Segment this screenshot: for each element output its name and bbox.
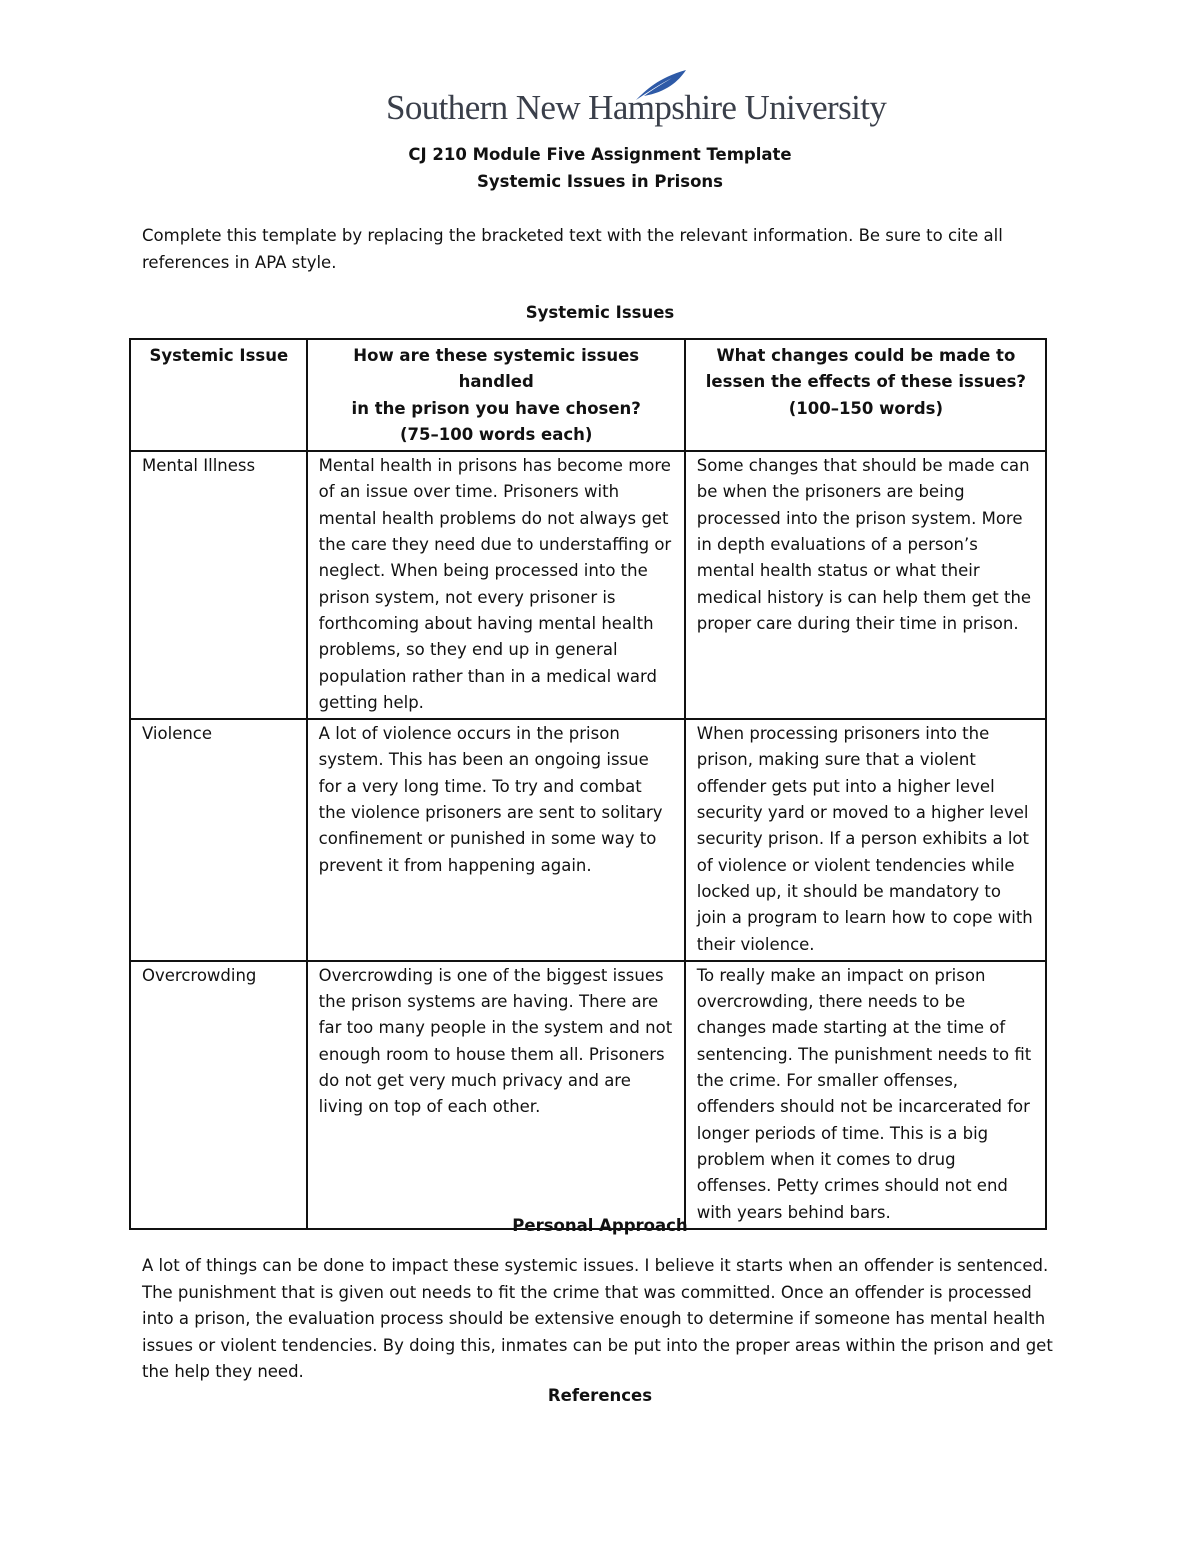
instructions-paragraph: Complete this template by replacing the bracketed text with the relevant information. Be sure to cite all references in APA style. — [142, 226, 1003, 272]
column-header-changes: What changes could be made to lessen the effects of these issues? (100–150 words) — [685, 339, 1046, 451]
personal-approach-heading: Personal Approach — [512, 1216, 688, 1235]
references-heading: References — [547, 1386, 653, 1405]
table-header-row — [130, 339, 1046, 451]
logo-wordmark: Southern New Hampshire University — [386, 88, 887, 127]
document-subtitle: Systemic Issues in Prisons — [477, 172, 723, 191]
changes-cell: Some changes that should be made can be when the prisoners are being processed into the prison system. More in depth evaluations of a person’s mental health status or what their medical history is can help them get the proper care during their time in prison. — [685, 451, 1046, 719]
column-header-handled: How are these systemic issues handled in the prison you have chosen? (75–100 words each) — [307, 339, 685, 451]
handled-cell: Mental health in prisons has become more of an issue over time. Prisoners with mental health problems do not always get the care they need due to understaffing or neglect. When being processed into the prison system, not every prisoner is forthcoming about having mental health problems, so they end up in general population rather than in a medical ward getting help. — [307, 451, 685, 719]
issue-cell: Overcrowding — [130, 961, 307, 1229]
handled-cell: A lot of violence occurs in the prison system. This has been an ongoing issue for a very long time. To try and combat the violence prisoners are sent to solitary confinement or punished in some way to prevent it from happening again. — [307, 719, 685, 961]
table-row — [130, 719, 1046, 961]
issue-cell: Violence — [130, 719, 307, 961]
handled-cell: Overcrowding is one of the biggest issues the prison systems are having. There are far too many people in the system and not enough room to house them all. Prisoners do not get very much privacy and are living on top of each other. — [307, 961, 685, 1229]
table-row — [130, 451, 1046, 719]
systemic-issues-heading: Systemic Issues — [525, 303, 675, 322]
column-header-issue: Systemic Issue — [130, 339, 307, 451]
issue-cell: Mental Illness — [130, 451, 307, 719]
changes-cell: To really make an impact on prison overcrowding, there needs to be changes made starting at the time of sentencing. The punishment needs to fit the crime. For smaller offenses, offenders should not be incarcerated for longer periods of time. This is a big problem when it comes to drug offenses. Petty crimes should not end with years behind bars. — [685, 961, 1046, 1229]
document-title: CJ 210 Module Five Assignment Template — [408, 145, 792, 164]
personal-approach-paragraph: A lot of things can be done to impact these systemic issues. I believe it starts when an offender is sentenced. The punishment that is given out needs to fit the crime that was committed. Once an offender is processed into a prison, the evaluation process should be extensive enough to determine if someone has mental health issues or violent tendencies. By doing this, inmates can be put into the proper areas within the prison and get the help they need. — [142, 1256, 1053, 1381]
changes-cell: When processing prisoners into the prison, making sure that a violent offender gets put into a higher level security yard or moved to a higher level security prison. If a person exhibits a lot of violence or violent tendencies while locked up, it should be mandatory to join a program to learn how to cope with their violence. — [685, 719, 1046, 961]
table-row — [130, 961, 1046, 1229]
systemic-issues-table — [129, 338, 1047, 1230]
university-logo — [386, 68, 887, 138]
